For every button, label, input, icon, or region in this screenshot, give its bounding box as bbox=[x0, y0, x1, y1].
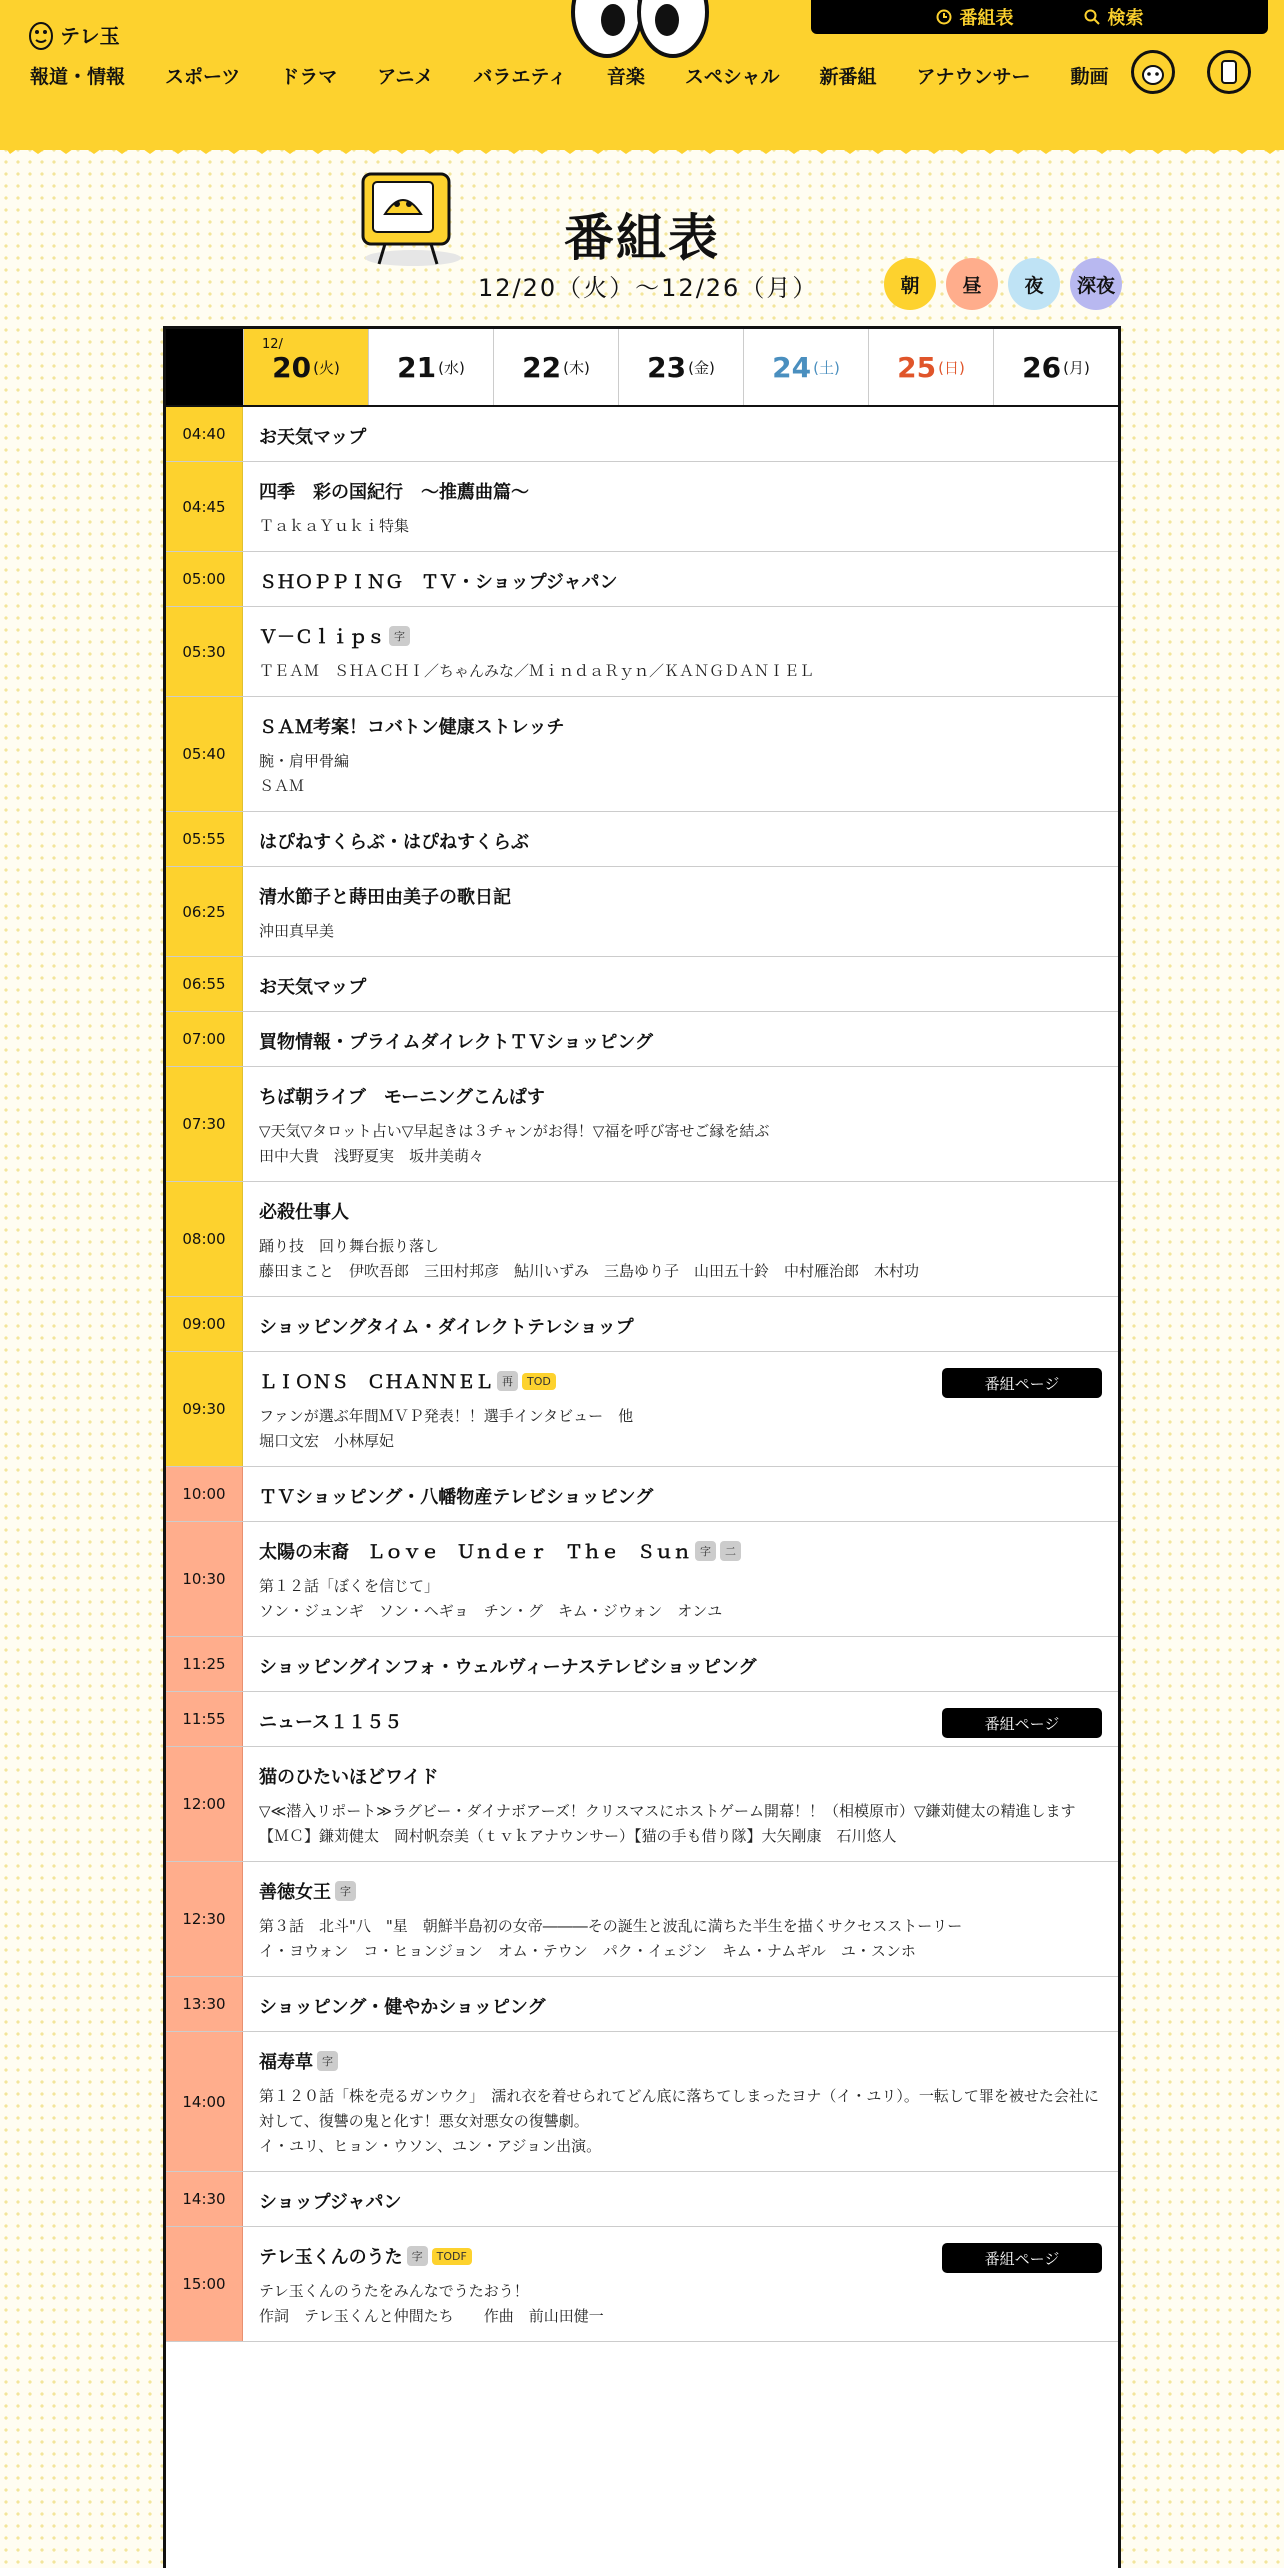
program-description: ▽天気▽タロット占い▽早起きは３チャンがお得！▽福を呼び寄せご縁を結ぶ 田中大貴 浅野夏実 坂井美萌々 bbox=[259, 1122, 770, 1165]
program-body bbox=[243, 1182, 1118, 1296]
day-tab-22[interactable] bbox=[493, 329, 618, 405]
date-range: 12/20（火）〜12/26（月） bbox=[478, 274, 819, 302]
program-description: 第３話 北斗"八 "星 朝鮮半島初の女帝―――その誕生と波乱に満ちた半生を描くサクセスストーリー イ・ヨウォン コ・ヒョンジョン オム・テウン パク・イェジン キム・ナムギル ユ・スンホ bbox=[259, 1917, 963, 1960]
program-time: 05:00 bbox=[166, 552, 243, 606]
program-title-text: テレ玉くんのうた bbox=[259, 2247, 403, 2268]
program-badge: 二 bbox=[720, 1541, 741, 1561]
program-title-text: ショッピングインフォ・ウェルヴィーナステレビショッピング bbox=[259, 1657, 757, 1678]
program-row[interactable] bbox=[166, 2172, 1118, 2227]
program-list bbox=[166, 407, 1118, 2342]
program-title-text: 善徳女王 bbox=[259, 1882, 331, 1903]
program-row[interactable] bbox=[166, 607, 1118, 697]
program-title-text: ショッピング・健やかショッピング bbox=[259, 1997, 546, 2018]
main-nav bbox=[30, 62, 1149, 89]
day-date: 24 bbox=[772, 350, 812, 384]
day-tab-23[interactable] bbox=[618, 329, 743, 405]
program-row[interactable] bbox=[166, 1692, 1118, 1747]
program-body bbox=[243, 2172, 1118, 2226]
mascot-link-icon[interactable] bbox=[1131, 50, 1175, 94]
program-body bbox=[243, 1012, 1118, 1066]
program-page-button[interactable]: 番組ページ bbox=[942, 1368, 1102, 1398]
program-row[interactable] bbox=[166, 697, 1118, 812]
day-weekday: (土) bbox=[813, 358, 840, 377]
program-row[interactable] bbox=[166, 1747, 1118, 1862]
day-weekday: (日) bbox=[938, 358, 965, 377]
program-row[interactable] bbox=[166, 1977, 1118, 2032]
program-body bbox=[243, 2227, 1118, 2341]
program-time: 07:00 bbox=[166, 1012, 243, 1066]
program-title[interactable] bbox=[259, 1313, 1102, 1339]
program-title-text: 太陽の末裔 Ｌｏｖｅ Ｕｎｄｅｒ Ｔｈｅ Ｓｕｎ bbox=[259, 1542, 691, 1563]
day-tab-24[interactable] bbox=[743, 329, 868, 405]
program-title-text: ＴＶショッピング・八幡物産テレビショッピング bbox=[259, 1487, 654, 1508]
program-page-button[interactable]: 番組ページ bbox=[942, 2243, 1102, 2273]
program-description: 沖田真早美 bbox=[259, 922, 335, 940]
mascot-eyes-icon bbox=[565, 0, 715, 62]
day-date: 22 bbox=[522, 350, 562, 384]
top-utility-bar bbox=[811, 0, 1268, 34]
day-month: 12/ bbox=[262, 337, 283, 352]
program-title-text: お天気マップ bbox=[259, 427, 367, 448]
program-body bbox=[243, 607, 1118, 696]
program-body bbox=[243, 552, 1118, 606]
program-row[interactable] bbox=[166, 1012, 1118, 1067]
program-body bbox=[243, 2032, 1118, 2171]
program-time: 14:00 bbox=[166, 2032, 243, 2171]
program-title-text: ショップジャパン bbox=[259, 2192, 402, 2213]
program-title-text: 必殺仕事人 bbox=[259, 1202, 349, 1223]
program-row[interactable] bbox=[166, 1862, 1118, 1977]
program-time: 05:30 bbox=[166, 607, 243, 696]
tod-button-morning[interactable]: 朝 bbox=[884, 258, 936, 310]
program-title[interactable] bbox=[259, 1538, 1102, 1564]
program-title[interactable] bbox=[259, 1878, 1102, 1904]
site-logo[interactable] bbox=[28, 16, 120, 52]
logo-text: テレ玉 bbox=[60, 23, 120, 48]
program-body bbox=[243, 1467, 1118, 1521]
app-link-icon[interactable] bbox=[1207, 50, 1251, 94]
nav-anime[interactable]: アニメ bbox=[377, 66, 434, 88]
program-body bbox=[243, 812, 1118, 866]
program-time: 08:00 bbox=[166, 1182, 243, 1296]
day-weekday: (金) bbox=[688, 358, 715, 377]
day-date: 20 bbox=[272, 350, 312, 384]
program-title[interactable] bbox=[259, 1198, 1102, 1224]
header-zigzag-edge bbox=[0, 140, 1284, 156]
day-tab-20[interactable] bbox=[243, 329, 368, 405]
nav-news[interactable]: 報道・情報 bbox=[30, 66, 126, 88]
program-description: ＴａｋａＹｕｋｉ特集 bbox=[259, 517, 410, 535]
tv-mascot-icon bbox=[355, 168, 465, 268]
program-body bbox=[243, 867, 1118, 956]
program-row[interactable] bbox=[166, 462, 1118, 552]
day-date: 25 bbox=[897, 350, 937, 384]
program-description: 第１２話「ぼくを信じて」 ソン・ジュンギ ソン・ヘギョ チン・グ キム・ジウォン オンユ bbox=[259, 1577, 723, 1620]
clock-icon bbox=[936, 9, 952, 25]
top-link-schedule[interactable] bbox=[936, 4, 1014, 30]
day-tab-25[interactable] bbox=[868, 329, 993, 405]
program-description: 踊り技 回り舞台振り落し 藤田まこと 伊吹吾郎 三田村邦彦 鮎川いずみ 三島ゆり子 山田五十鈴 中村雁治郎 木村功 bbox=[259, 1237, 920, 1280]
program-title[interactable] bbox=[259, 1483, 1102, 1509]
nav-special[interactable]: スペシャル bbox=[684, 66, 780, 88]
program-row[interactable] bbox=[166, 1067, 1118, 1182]
day-date: 21 bbox=[397, 350, 437, 384]
program-body bbox=[243, 1352, 1118, 1466]
program-body bbox=[243, 697, 1118, 811]
program-time: 09:30 bbox=[166, 1352, 243, 1466]
program-time: 10:30 bbox=[166, 1522, 243, 1636]
program-title[interactable] bbox=[259, 1653, 1102, 1679]
nav-drama[interactable]: ドラマ bbox=[280, 66, 338, 88]
program-body bbox=[243, 1067, 1118, 1181]
program-row[interactable] bbox=[166, 407, 1118, 462]
program-body bbox=[243, 407, 1118, 461]
program-title[interactable] bbox=[259, 973, 1102, 999]
program-title-text: ニュース１１５５ bbox=[259, 1712, 403, 1733]
program-body bbox=[243, 1692, 1118, 1746]
program-title-text: お天気マップ bbox=[259, 977, 367, 998]
program-title-text: 四季 彩の国紀行 ～推薦曲篇～ bbox=[259, 482, 529, 503]
program-body bbox=[243, 1522, 1118, 1636]
program-row[interactable] bbox=[166, 1182, 1118, 1297]
program-title-text: 福寿草 bbox=[259, 2052, 313, 2073]
nav-announcers[interactable]: アナウンサー bbox=[916, 66, 1031, 88]
nav-new-programs[interactable]: 新番組 bbox=[819, 66, 877, 88]
program-row[interactable] bbox=[166, 1637, 1118, 1692]
top-link-search-label: 検索 bbox=[1107, 8, 1144, 29]
program-title-text: Ｖ－Ｃｌｉｐｓ bbox=[259, 627, 385, 648]
program-row[interactable] bbox=[166, 1467, 1118, 1522]
nav-music[interactable]: 音楽 bbox=[606, 66, 645, 88]
day-date: 26 bbox=[1022, 350, 1062, 384]
program-time: 09:00 bbox=[166, 1297, 243, 1351]
program-time: 05:40 bbox=[166, 697, 243, 811]
program-badge: 字 bbox=[407, 2246, 428, 2266]
day-weekday: (木) bbox=[563, 358, 590, 377]
program-time: 11:55 bbox=[166, 1692, 243, 1746]
tod-button-daytime[interactable]: 昼 bbox=[946, 258, 998, 310]
program-title-text: ＬＩＯＮＳ ＣＨＡＮＮＥＬ bbox=[259, 1372, 493, 1393]
program-time: 10:00 bbox=[166, 1467, 243, 1521]
nav-videos[interactable]: 動画 bbox=[1070, 66, 1109, 88]
program-title[interactable] bbox=[259, 623, 1102, 649]
day-tab-21[interactable] bbox=[368, 329, 493, 405]
program-time: 14:30 bbox=[166, 2172, 243, 2226]
program-body bbox=[243, 957, 1118, 1011]
nav-sports[interactable]: スポーツ bbox=[165, 66, 241, 88]
program-badge: TODF bbox=[432, 2248, 472, 2265]
program-title-text: 猫のひたいほどワイド bbox=[259, 1767, 439, 1788]
tod-button-night[interactable]: 夜 bbox=[1008, 258, 1060, 310]
site-header bbox=[0, 0, 1284, 150]
day-header-row bbox=[166, 329, 1118, 407]
program-title[interactable] bbox=[259, 828, 1102, 854]
program-row[interactable] bbox=[166, 2032, 1118, 2172]
program-title-text: ＳＨＯＰＰＩＮＧ ＴＶ・ショップジャパン bbox=[259, 572, 618, 593]
program-title[interactable] bbox=[259, 423, 1102, 449]
program-title[interactable] bbox=[259, 1083, 1102, 1109]
day-tab-26[interactable] bbox=[993, 329, 1118, 405]
program-title-text: 買物情報・プライムダイレクトＴＶショッピング bbox=[259, 1032, 654, 1053]
program-description: ▽≪潜入リポート≫ラグビー・ダイナボアーズ！クリスマスにホストゲーム開幕！！（相模原市）▽鎌苅健太の精進します 【ＭＣ】鎌苅健太 岡村帆奈美（ｔｖｋアナウンサー）【猫の手も借り隊】大矢剛康 石川悠人 bbox=[259, 1802, 1076, 1845]
program-description: ファンが選ぶ年間ＭＶＰ発表！！選手インタビュー 他 堀口文宏 小林厚妃 bbox=[259, 1407, 634, 1450]
program-row[interactable] bbox=[166, 1297, 1118, 1352]
day-weekday: (火) bbox=[313, 358, 340, 377]
program-row[interactable] bbox=[166, 552, 1118, 607]
tod-button-late-night[interactable]: 深夜 bbox=[1070, 258, 1122, 310]
program-title[interactable] bbox=[259, 713, 1102, 739]
program-badge: TOD bbox=[522, 1373, 556, 1390]
program-body bbox=[243, 1977, 1118, 2031]
program-title[interactable] bbox=[259, 2188, 1102, 2214]
program-row[interactable] bbox=[166, 1522, 1118, 1637]
program-title[interactable] bbox=[259, 568, 1102, 594]
day-date: 23 bbox=[647, 350, 687, 384]
program-title[interactable] bbox=[259, 1028, 1102, 1054]
program-time: 15:00 bbox=[166, 2227, 243, 2341]
program-time: 12:30 bbox=[166, 1862, 243, 1976]
program-body bbox=[243, 1862, 1118, 1976]
program-title[interactable] bbox=[259, 2048, 1102, 2074]
day-weekday: (水) bbox=[438, 358, 465, 377]
top-link-search[interactable] bbox=[1084, 4, 1144, 30]
program-description: 腕・肩甲骨編 ＳＡＭ bbox=[259, 752, 350, 795]
program-grid bbox=[163, 326, 1121, 2568]
program-time: 13:30 bbox=[166, 1977, 243, 2031]
program-badge: 字 bbox=[389, 626, 410, 646]
page-title: 番組表 bbox=[564, 209, 720, 267]
program-page-button[interactable]: 番組ページ bbox=[942, 1708, 1102, 1738]
day-weekday: (月) bbox=[1063, 358, 1090, 377]
program-body bbox=[243, 1747, 1118, 1861]
program-title[interactable] bbox=[259, 1993, 1102, 2019]
program-title[interactable] bbox=[259, 883, 1102, 909]
program-body bbox=[243, 462, 1118, 551]
grid-corner bbox=[166, 329, 243, 405]
top-link-schedule-label: 番組表 bbox=[959, 8, 1014, 29]
program-body bbox=[243, 1297, 1118, 1351]
program-row[interactable] bbox=[166, 812, 1118, 867]
program-description: テレ玉くんのうたをみんなでうたおう！ 作詞 テレ玉くんと仲間たち 作曲 前山田健一 bbox=[259, 2282, 604, 2325]
program-title-text: 清水節子と蒔田由美子の歌日記 bbox=[259, 887, 511, 908]
program-description: 第１２０話「株を売るガンウク」 濡れ衣を着せられてどん底に落ちてしまったヨナ（イ・ユリ）。一転して罪を被せた会社に対して、復讐の鬼と化す！悪女対悪女の復讐劇。 イ・ユリ、ヒョン・ウソン、ユン・アジョン出演。 bbox=[259, 2087, 1099, 2155]
program-time: 11:25 bbox=[166, 1637, 243, 1691]
program-body bbox=[243, 1637, 1118, 1691]
program-title-text: はぴねすくらぶ・はぴねすくらぶ bbox=[259, 832, 529, 853]
program-row[interactable] bbox=[166, 867, 1118, 957]
program-row[interactable] bbox=[166, 2227, 1118, 2342]
program-badge: 再 bbox=[497, 1371, 518, 1391]
teletama-mascot-icon bbox=[28, 16, 54, 52]
program-description: ＴＥＡＭ ＳＨＡＣＨＩ／ちゃんみな／ＭｉｎｄａＲｙｎ／ＫＡＮＧＤＡＮＩＥＬ bbox=[259, 662, 815, 680]
program-row[interactable] bbox=[166, 957, 1118, 1012]
program-title-text: ちば朝ライブ モーニングこんぱす bbox=[259, 1087, 545, 1108]
program-time: 12:00 bbox=[166, 1747, 243, 1861]
nav-variety[interactable]: バラエティ bbox=[473, 66, 567, 88]
program-time: 04:40 bbox=[166, 407, 243, 461]
program-title[interactable] bbox=[259, 478, 1102, 504]
program-title-text: ショッピングタイム・ダイレクトテレショップ bbox=[259, 1317, 634, 1338]
program-time: 05:55 bbox=[166, 812, 243, 866]
program-time: 04:45 bbox=[166, 462, 243, 551]
program-badge: 字 bbox=[695, 1541, 716, 1561]
program-time: 06:25 bbox=[166, 867, 243, 956]
program-badge: 字 bbox=[317, 2051, 338, 2071]
program-title-text: ＳＡＭ考案！コバトン健康ストレッチ bbox=[259, 717, 565, 738]
program-time: 07:30 bbox=[166, 1067, 243, 1181]
program-badge: 字 bbox=[335, 1881, 356, 1901]
program-row[interactable] bbox=[166, 1352, 1118, 1467]
search-icon bbox=[1084, 9, 1100, 25]
program-title[interactable] bbox=[259, 1763, 1102, 1789]
program-time: 06:55 bbox=[166, 957, 243, 1011]
